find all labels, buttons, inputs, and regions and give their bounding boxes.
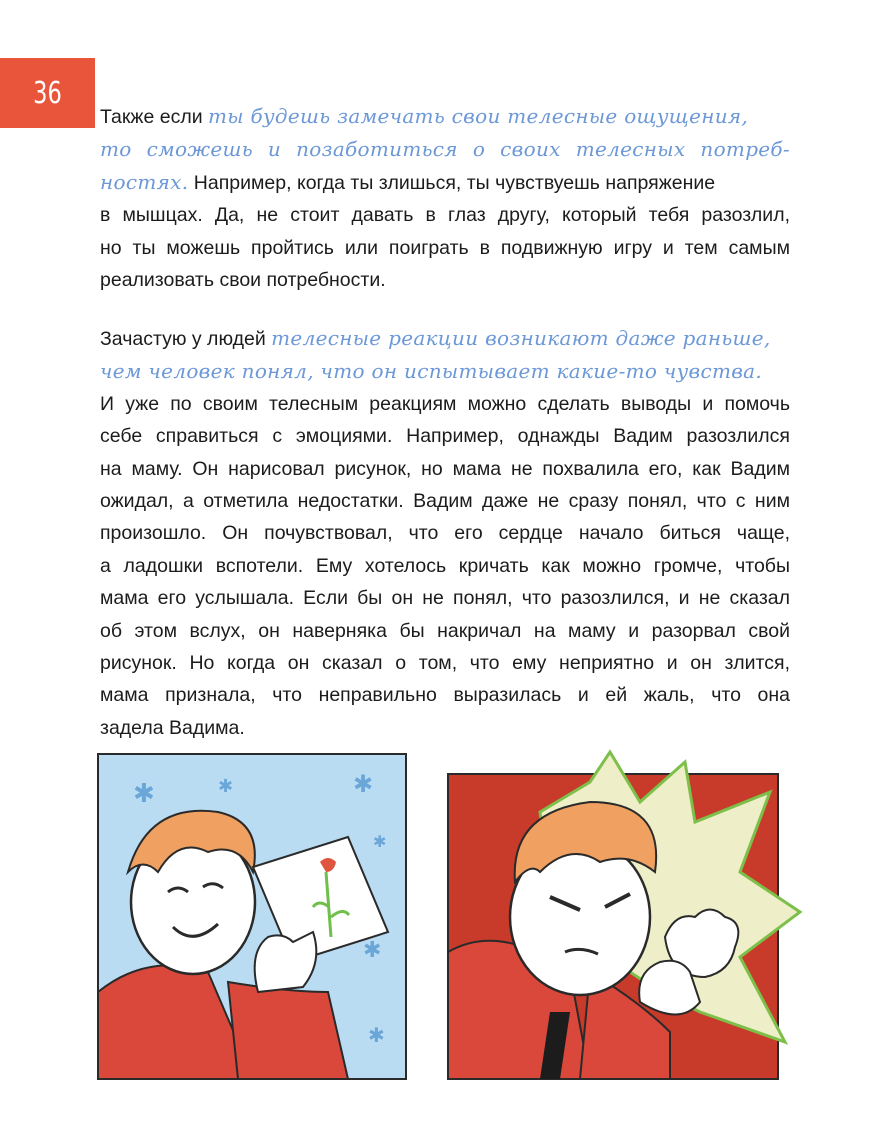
text-line: а ладошки вспотели. Ему хотелось кричать как можно громче, чтобы (100, 554, 790, 577)
text-line: на маму. Он нарисовал рисунок, но мама не похвалила его, как Вадим (100, 457, 790, 480)
text-line (100, 166, 790, 199)
text-line: реализовать свои потребности. (100, 269, 386, 292)
text-span: Также если (100, 106, 209, 128)
svg-text:✱: ✱ (353, 770, 374, 798)
illustration-happy-boy (88, 742, 418, 1087)
text-line: произошло. Он почувствовал, что его сердце начало биться чаще, (100, 522, 790, 545)
text-line: мама его услышала. Если бы он не понял, что разозлился, и не сказал (100, 587, 790, 610)
text-line: в мышцах. Да, не стоит давать в глаз другу, который тебя разозлил, (100, 204, 790, 227)
text-line: И уже по своим телесным реакциям можно сделать выводы и помочь (100, 392, 790, 415)
handwritten-highlight: чем человек понял, что он испытывает какие-то чувства. (100, 359, 763, 384)
handwritten-highlight: телесные реакции возникают даже раньше, (271, 326, 771, 350)
text-span: Например, когда ты злишься, ты чувствуешь напряжение (188, 171, 716, 194)
svg-text:✱: ✱ (363, 938, 382, 963)
text-line: задела Вадима. (100, 716, 245, 739)
handwritten-highlight: то сможешь и позаботиться о своих телесных потреб- (100, 137, 790, 162)
text-line: рисунок. Но когда он сказал о том, что ему неприятно и он злится, (100, 652, 790, 675)
text-line (100, 100, 790, 133)
svg-text:✱: ✱ (373, 832, 387, 851)
text-line: но ты можешь пройтись или поиграть в подвижную игру и тем самым (100, 236, 790, 259)
svg-text:✱: ✱ (368, 1023, 385, 1047)
paragraph-body-awareness (100, 100, 790, 296)
handwritten-highlight: ты будешь замечать свои телесные ощущения, (208, 104, 749, 128)
svg-text:✱: ✱ (133, 779, 155, 809)
text-line (100, 322, 790, 355)
paragraph-vadim-story (100, 322, 790, 744)
text-line: себе справиться с эмоциями. Например, однажды Вадим разозлился (100, 425, 790, 448)
text-line: об этом вслух, он наверняка бы накричал на маму и разорвал свой (100, 619, 790, 642)
page-number: 36 (33, 75, 62, 111)
svg-text:✱: ✱ (218, 776, 234, 797)
handwritten-highlight: ностях. (100, 169, 189, 194)
illustration-angry-boy (440, 742, 810, 1087)
text-line: ожидал, а отметила недостатки. Вадим даже не сразу понял, что с ним (100, 490, 790, 513)
hand (255, 932, 317, 992)
text-span: Зачастую у людей (100, 328, 272, 350)
text-line: мама признала, что неправильно выразилась и ей жаль, что она (100, 684, 790, 707)
sleeve (228, 982, 348, 1079)
